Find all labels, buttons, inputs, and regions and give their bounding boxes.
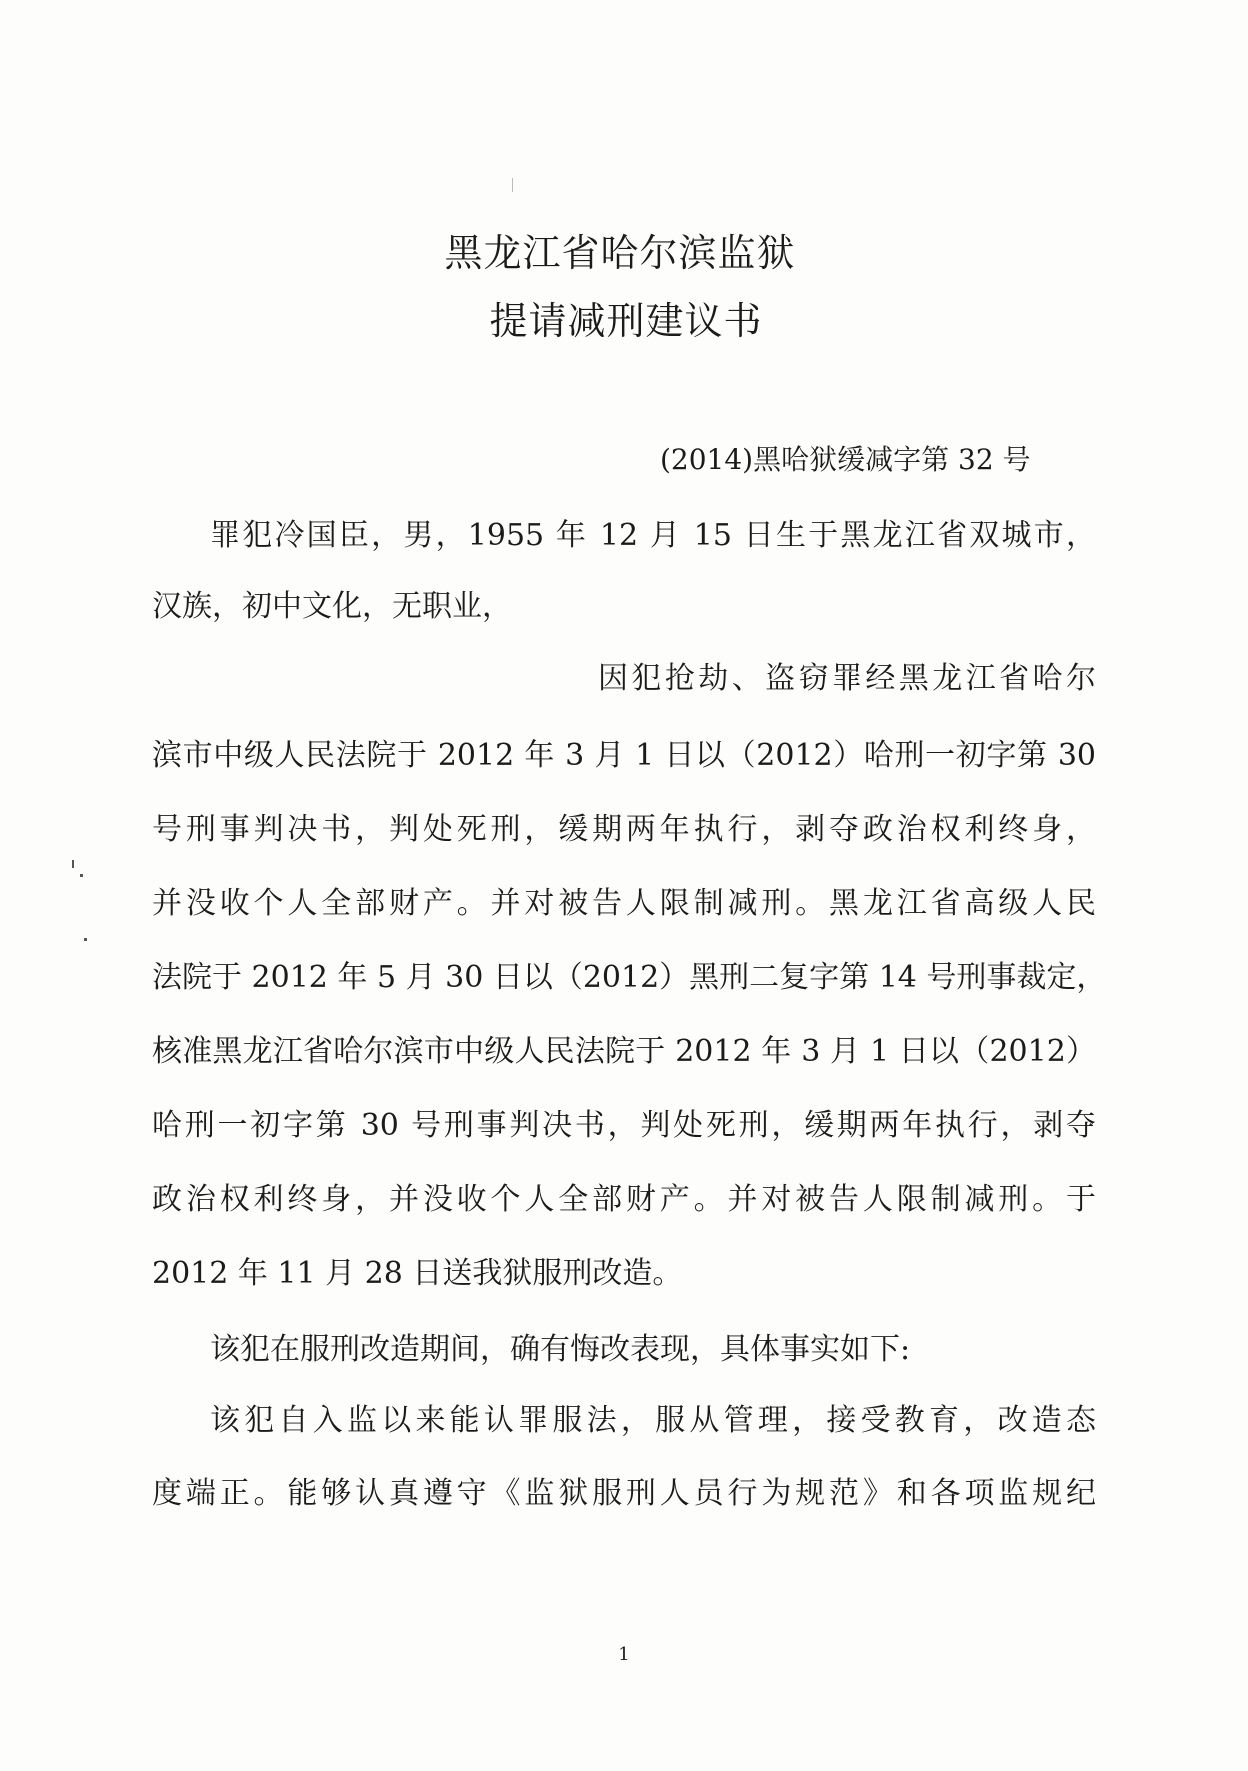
page-number: 1 xyxy=(618,1644,630,1665)
body-line-6: 并没收个人全部财产。并对被告人限制减刑。黑龙江省高级人民 xyxy=(152,886,1096,921)
scan-speck xyxy=(512,178,513,192)
body-line-5: 号刑事判决书，判处死刑，缓期两年执行，剥夺政治权利终身， xyxy=(152,812,1096,847)
document-number: (2014)黑哈狱缓减字第 32 号 xyxy=(660,443,1031,476)
document-title-line-1: 黑龙江省哈尔滨监狱 xyxy=(444,231,796,275)
scan-speck xyxy=(72,860,74,868)
scan-speck xyxy=(80,874,83,877)
body-line-4: 滨市中级人民法院于 2012 年 3 月 1 日以（2012）哈刑一初字第 30 xyxy=(152,738,1096,773)
body-line-9: 哈刑一初字第 30 号刑事判决书，判处死刑，缓期两年执行，剥夺 xyxy=(152,1108,1096,1143)
body-line-14: 度端正。能够认真遵守《监狱服刑人员行为规范》和各项监规纪 xyxy=(152,1476,1096,1511)
scan-speck xyxy=(84,938,87,941)
body-line-13: 该犯自入监以来能认罪服法，服从管理，接受教育，改造态 xyxy=(210,1403,1096,1438)
body-line-3: 因犯抢劫、盗窃罪经黑龙江省哈尔 xyxy=(598,661,1096,696)
body-line-1: 罪犯冷国臣，男，1955 年 12 月 15 日生于黑龙江省双城市， xyxy=(210,518,1096,553)
body-line-7: 法院于 2012 年 5 月 30 日以（2012）黑刑二复字第 14 号刑事裁定， xyxy=(152,960,1107,995)
document-title-line-2: 提请减刑建议书 xyxy=(489,299,763,343)
body-line-11: 2012 年 11 月 28 日送我狱服刑改造。 xyxy=(152,1256,683,1291)
body-line-8: 核准黑龙江省哈尔滨市中级人民法院于 2012 年 3 月 1 日以（2012） xyxy=(152,1034,1096,1069)
body-line-12: 该犯在服刑改造期间，确有悔改表现，具体事实如下: xyxy=(210,1332,911,1367)
body-line-10: 政治权利终身，并没收个人全部财产。并对被告人限制减刑。于 xyxy=(152,1182,1096,1217)
body-line-2: 汉族，初中文化，无职业， xyxy=(152,589,512,624)
